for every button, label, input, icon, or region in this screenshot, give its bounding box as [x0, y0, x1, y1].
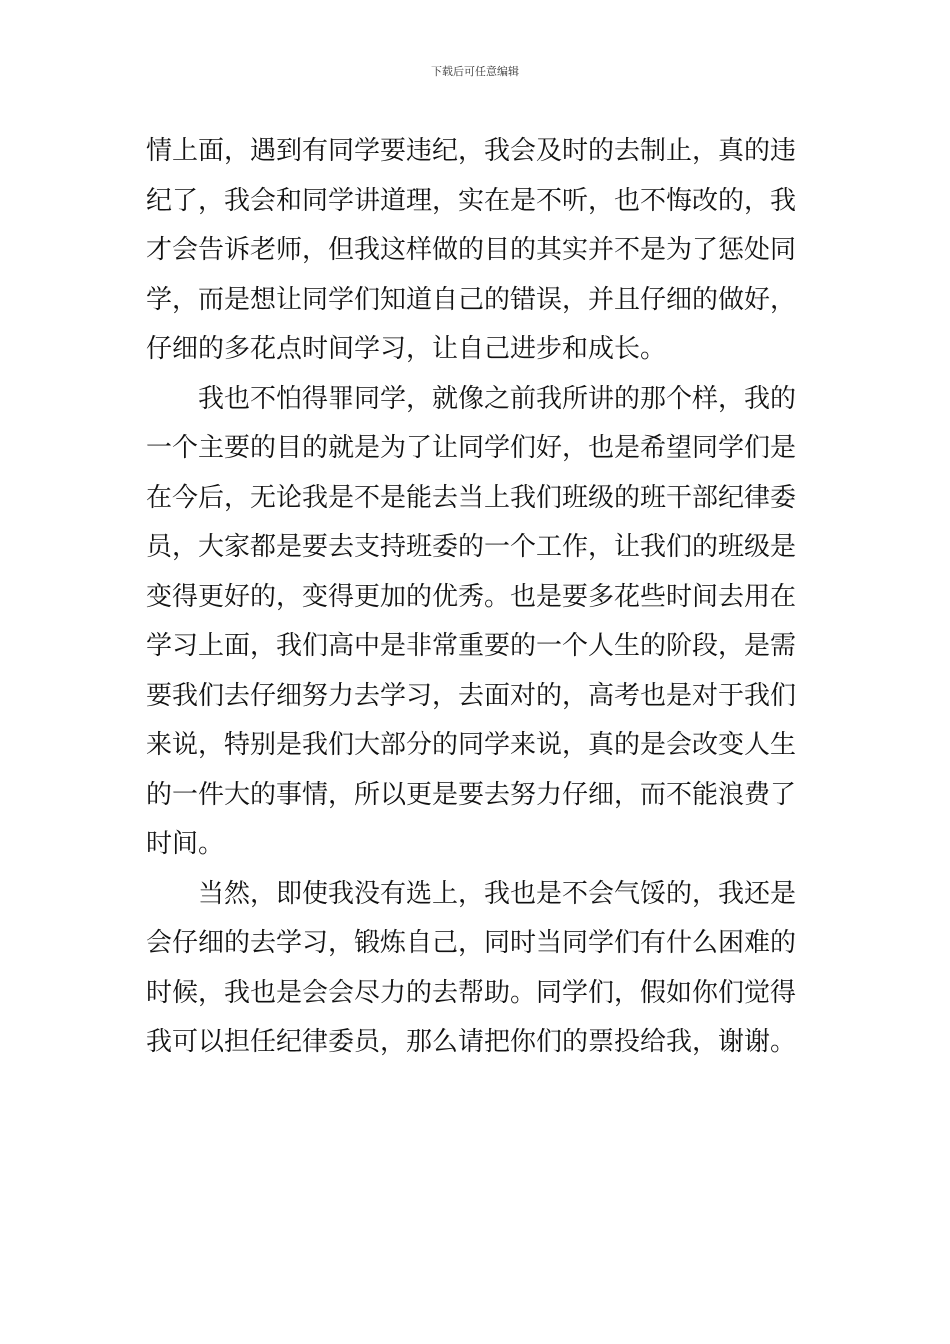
text-line: 纪了，我会和同学讲道理，实在是不听，也不悔改的，我	[146, 185, 797, 216]
text-line: 的一件大的事情，所以更是要去努力仔细，而不能浪费了	[146, 779, 797, 810]
text-line: 学，而是想让同学们知道自己的错误，并且仔细的做好，	[146, 284, 797, 315]
text-line: 员，大家都是要去支持班委的一个工作，让我们的班级是	[146, 532, 797, 562]
text-line: 我也不怕得罪同学，就像之前我所讲的那个样，我的	[146, 383, 797, 414]
text-line: 我可以担任纪律委员，那么请把你们的票投给我，谢谢。	[146, 1027, 797, 1057]
text-line: 才会告诉老师，但我这样做的目的其实并不是为了惩处同	[146, 235, 797, 265]
page-header: 下载后可任意编辑	[431, 65, 519, 78]
text-line: 情上面，遇到有同学要违纪，我会及时的去制止，真的违	[146, 136, 797, 166]
text-line: 一个主要的目的就是为了让同学们好，也是希望同学们是	[146, 433, 797, 463]
text-line: 仔细的多花点时间学习，让自己进步和成长。	[146, 334, 667, 364]
text-line: 来说，特别是我们大部分的同学来说，真的是会改变人生	[146, 730, 797, 760]
text-line: 要我们去仔细努力去学习，去面对的，高考也是对于我们	[146, 680, 797, 711]
text-line: 变得更好的，变得更加的优秀。也是要多花些时间去用在	[146, 581, 797, 612]
body-text	[146, 127, 810, 1068]
text-line: 时间。	[146, 829, 225, 859]
text-line: 时候，我也是会会尽力的去帮助。同学们，假如你们觉得	[146, 977, 797, 1008]
text-line: 在今后，无论我是不是能去当上我们班级的班干部纪律委	[146, 482, 797, 513]
text-line: 学习上面，我们高中是非常重要的一个人生的阶段，是需	[146, 631, 797, 661]
text-line: 当然，即使我没有选上，我也是不会气馁的，我还是	[146, 878, 797, 909]
text-line: 会仔细的去学习，锻炼自己，同时当同学们有什么困难的	[146, 928, 797, 958]
